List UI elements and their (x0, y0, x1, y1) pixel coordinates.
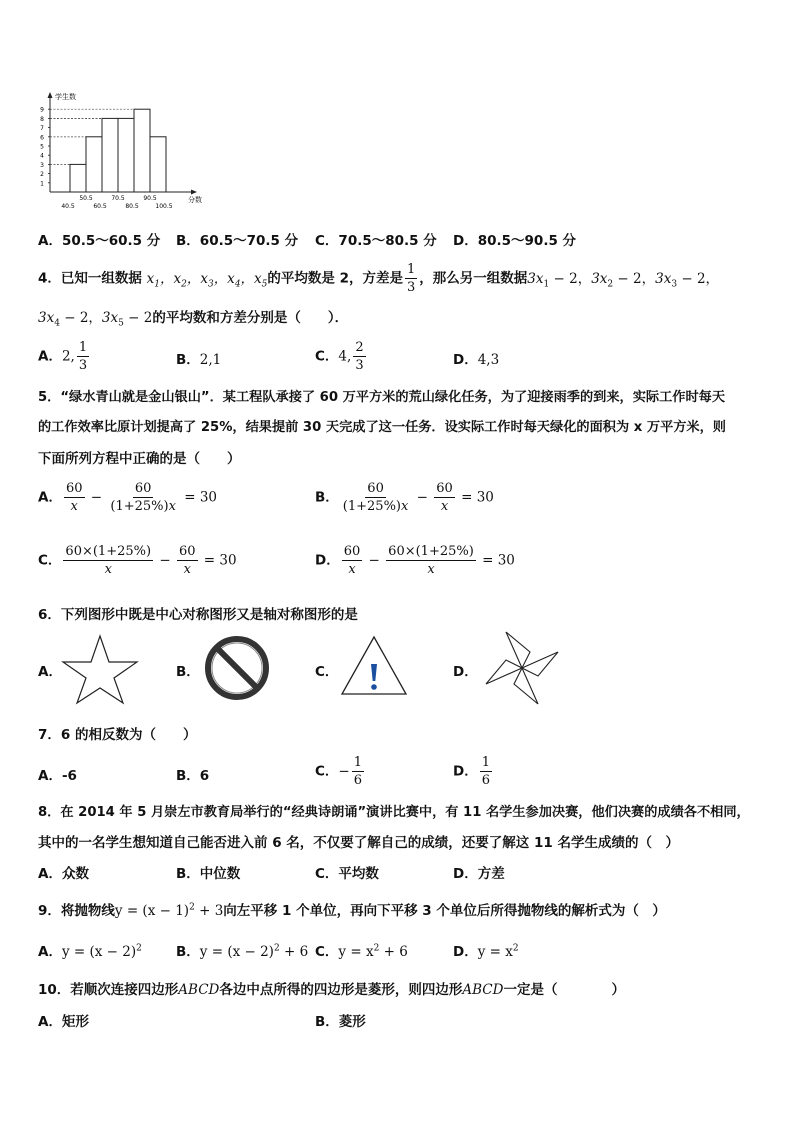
q9-stem (38, 899, 666, 919)
q8-option-c-text: 平均数 (338, 866, 379, 882)
x-tick-label-lower: 40.5 (61, 203, 75, 210)
q4-text-1: 已知一组数据 (60, 270, 142, 287)
y-tick-label: 4 (40, 152, 44, 160)
q4-new-data-1: $3x_1 - 2$，$3x_2 - 2$，$3x_3 - 2$， (527, 270, 720, 290)
q3-option-d-text: 80.5～90.5 分 (477, 233, 577, 249)
q4-stem-line2 (38, 306, 348, 329)
q8-option-b[interactable] (176, 862, 240, 882)
q3-option-c-label: C． (315, 233, 339, 249)
q6-option-b-label: B． (176, 664, 200, 680)
y-tick-label: 9 (40, 106, 44, 114)
q4-text-3: ，那么另一组数据 (419, 270, 528, 287)
q8-option-c[interactable] (315, 862, 379, 882)
y-tick-label: 3 (40, 161, 44, 169)
q7-option-c-fraction: $\frac{1}{6}$ (353, 755, 363, 788)
x-tick-label-upper: 50.5 (79, 195, 93, 202)
q7-option-d-label: D． (453, 763, 478, 780)
q4-option-b-label: B． (176, 352, 200, 368)
q3-option-b-label: B． (176, 233, 200, 249)
q10-text-1: 10．若顺次连接四边形 (38, 982, 179, 998)
q5-option-d[interactable]: D． $\frac{60}{x}$ − $\frac{60\times(1+25\%)}{x}$ = 30 (315, 544, 515, 577)
q8-option-c-label: C． (315, 866, 339, 882)
q9-text-2: 向左平移 1 个单位，再向下平移 3 个单位后所得抛物线的解析式为（ ） (223, 903, 666, 919)
q5-option-a-label: A． (38, 489, 62, 506)
y-axis-label: 学生数 (55, 93, 76, 101)
q6-option-b-prohibition-sign[interactable] (203, 634, 271, 702)
q7-option-a-label: A． (38, 768, 62, 784)
q6-option-d-label: D． (453, 664, 478, 680)
q4-option-a[interactable]: A．2, $\frac{1}{3}$ (38, 340, 88, 373)
q4-option-d-text: 4,3 (477, 352, 500, 368)
q5-option-c-label: C． (38, 552, 62, 569)
q6-option-c-warning-triangle[interactable] (339, 634, 409, 698)
q7-stem: 7．6 的相反数为（ ） (38, 727, 197, 743)
q10-option-b-label: B． (315, 1014, 339, 1030)
histogram-chart (30, 88, 210, 213)
y-axis-arrow (48, 92, 53, 98)
q9-option-b[interactable]: B．$y = (x - 2)^2 + 6$ (176, 943, 309, 960)
q5-stem-line3: 下面所列方程中正确的是（ ） (38, 451, 241, 467)
q10-stem (38, 978, 625, 998)
x-tick-label-lower: 60.5 (93, 203, 107, 210)
q9-option-b-label: B． (176, 944, 200, 960)
histogram-bar (134, 109, 150, 192)
q9-option-a-label: A． (38, 944, 62, 960)
x-axis-arrow (191, 190, 197, 195)
q7-option-b[interactable] (176, 764, 209, 784)
q9-option-a[interactable]: A．$y = (x - 2)^2$ (38, 943, 142, 960)
q8-stem-line2: 其中的一名学生想知道自己能否进入前 6 名，不仅要了解自己的成绩，还要了解这 11 名学生成绩的（ ） (38, 835, 679, 851)
y-tick-label: 6 (40, 134, 44, 142)
q4-option-b[interactable] (176, 348, 221, 368)
q9-parabola: $y = (x - 1)^2 + 3$ (114, 902, 224, 919)
q6-option-c-label: C． (315, 664, 339, 680)
q8-option-a[interactable] (38, 862, 89, 882)
q3-option-b[interactable] (176, 229, 298, 249)
q3-option-a[interactable] (38, 229, 160, 249)
q3-option-d[interactable] (453, 229, 576, 249)
x-axis-label: 分数 (188, 196, 202, 204)
q8-stem-line1: 8．在 2014 年 5 月崇左市教育局举行的“经典诗朗诵”演讲比赛中，有 11 名学生参加决赛，他们决赛的成绩各不相同， (38, 805, 750, 820)
y-tick-label: 1 (40, 180, 44, 188)
histogram-bar (102, 118, 118, 192)
histogram-bar (118, 118, 134, 192)
q6-option-a-label: A． (38, 664, 62, 680)
q10-quad-1: ABCD (178, 982, 220, 998)
q4-option-c-fraction: $\frac{2}{3}$ (355, 340, 364, 373)
q3-option-a-label: A． (38, 233, 62, 249)
q7-option-c[interactable]: C．− $\frac{1}{6}$ (315, 755, 363, 788)
q8-option-d-label: D． (453, 866, 478, 882)
q4-number: 4． (38, 270, 61, 287)
q5-option-b[interactable]: B． $\frac{60}{(1+25\%)x}$ − $\frac{60}{x}$ = 30 (315, 481, 494, 514)
q7-option-b-text: 6 (199, 768, 210, 784)
q3-option-a-text: 50.5～60.5 分 (61, 233, 161, 249)
q7-option-a-text: -6 (61, 768, 77, 784)
q10-text-3: 一定是（ ） (503, 982, 625, 998)
y-tick-label: 5 (40, 143, 44, 151)
q6-stem: 6．下列图形中既是中心对称图形又是轴对称图形的是 (38, 607, 358, 623)
x-tick-label-upper: 70.5 (111, 195, 125, 202)
q4-option-c-label: C． (315, 348, 339, 365)
q10-quad-2: ABCD (462, 982, 504, 998)
q8-option-d-text: 方差 (477, 866, 505, 882)
q3-option-d-label: D． (453, 233, 478, 249)
q7-option-a[interactable] (38, 764, 77, 784)
q10-option-b[interactable] (315, 1010, 366, 1030)
q9-option-c[interactable]: C．$y = x^2 + 6$ (315, 943, 408, 960)
q4-variance-fraction: $\frac{1}{3}$ (407, 262, 416, 295)
q7-option-d-fraction: $\frac{1}{6}$ (481, 755, 490, 788)
exclamation-icon (371, 664, 377, 681)
histogram-bar (150, 137, 166, 192)
star-shape (63, 636, 137, 703)
y-tick-label: 7 (40, 125, 44, 133)
q9-text-1: 9．将抛物线 (38, 903, 115, 919)
q8-option-d[interactable] (453, 862, 505, 882)
q4-text-4: 的平均数和方差分别是（ ）． (152, 310, 349, 326)
q4-data-x: $x_1$，$x_2$，$x_3$，$x_4$，$x_5$ (146, 270, 268, 290)
q10-option-b-text: 菱形 (338, 1014, 366, 1030)
y-tick-label: 2 (40, 171, 44, 179)
q10-option-a-text: 矩形 (61, 1014, 89, 1030)
q4-option-a-label: A． (38, 348, 62, 365)
q9-option-d[interactable]: D．$y = x^2$ (453, 943, 519, 960)
histogram-bar (70, 164, 86, 192)
q4-option-c[interactable]: C．4, $\frac{2}{3}$ (315, 340, 364, 373)
q4-text-2: 的平均数是 2，方差是 (267, 270, 403, 287)
q5-option-d-label: D． (315, 552, 340, 569)
q5-stem-line2: 的工作效率比原计划提高了 25%，结果提前 30 天完成了这一任务．设实际工作时每天绿化的面积为 x 万平方米，则 (38, 420, 726, 435)
q3-option-c[interactable] (315, 229, 437, 249)
q6-option-d-pinwheel[interactable] (482, 628, 562, 708)
q4-option-b-text: 2,1 (199, 352, 222, 368)
q9-option-c-label: C． (315, 944, 339, 960)
pinwheel-shape (486, 632, 558, 704)
q4-stem-line1 (38, 262, 719, 295)
x-tick-label-lower: 100.5 (155, 203, 173, 210)
q3-option-c-text: 70.5～80.5 分 (338, 233, 437, 249)
prohibition-slash (218, 649, 256, 687)
q6-option-a-star[interactable] (60, 633, 140, 705)
q4-new-data-2: $3x_4 - 2$，$3x_5 - 2$ (38, 310, 153, 329)
q9-option-d-label: D． (453, 944, 478, 960)
q8-option-b-text: 中位数 (199, 866, 241, 882)
q5-option-c[interactable]: C． $\frac{60\times(1+25\%)}{x}$ − $\frac{60}{x}$ = 30 (38, 544, 237, 577)
q4-option-d-label: D． (453, 352, 478, 368)
q3-option-b-text: 60.5～70.5 分 (199, 233, 299, 249)
q5-option-a[interactable]: A． $\frac{60}{x}$ − $\frac{60}{(1+25\%)x}$ = 30 (38, 481, 218, 514)
q8-option-a-label: A． (38, 866, 62, 882)
q7-option-d[interactable] (453, 755, 494, 788)
q4-option-d[interactable] (453, 348, 499, 368)
q10-option-a-label: A． (38, 1014, 62, 1030)
q4-option-a-fraction: $\frac{1}{3}$ (78, 340, 88, 373)
x-tick-label-lower: 80.5 (125, 203, 139, 210)
histogram-bar (86, 137, 102, 192)
q8-option-b-label: B． (176, 866, 200, 882)
q7-option-b-label: B． (176, 768, 200, 784)
exclamation-dot (371, 684, 377, 690)
x-tick-label-upper: 90.5 (143, 195, 157, 202)
q5-stem-line1: 5．“绿水青山就是金山银山”．某工程队承接了 60 万平方米的荒山绿化任务，为了迎接雨季的到来，实际工作时每天 (38, 390, 726, 405)
y-tick-label: 8 (40, 115, 44, 123)
q7-option-c-label: C． (315, 763, 339, 780)
q10-option-a[interactable] (38, 1010, 89, 1030)
q8-option-a-text: 众数 (61, 866, 89, 882)
q5-option-b-label: B． (315, 489, 339, 506)
q10-text-2: 各边中点所得的四边形是菱形，则四边形 (219, 982, 463, 998)
